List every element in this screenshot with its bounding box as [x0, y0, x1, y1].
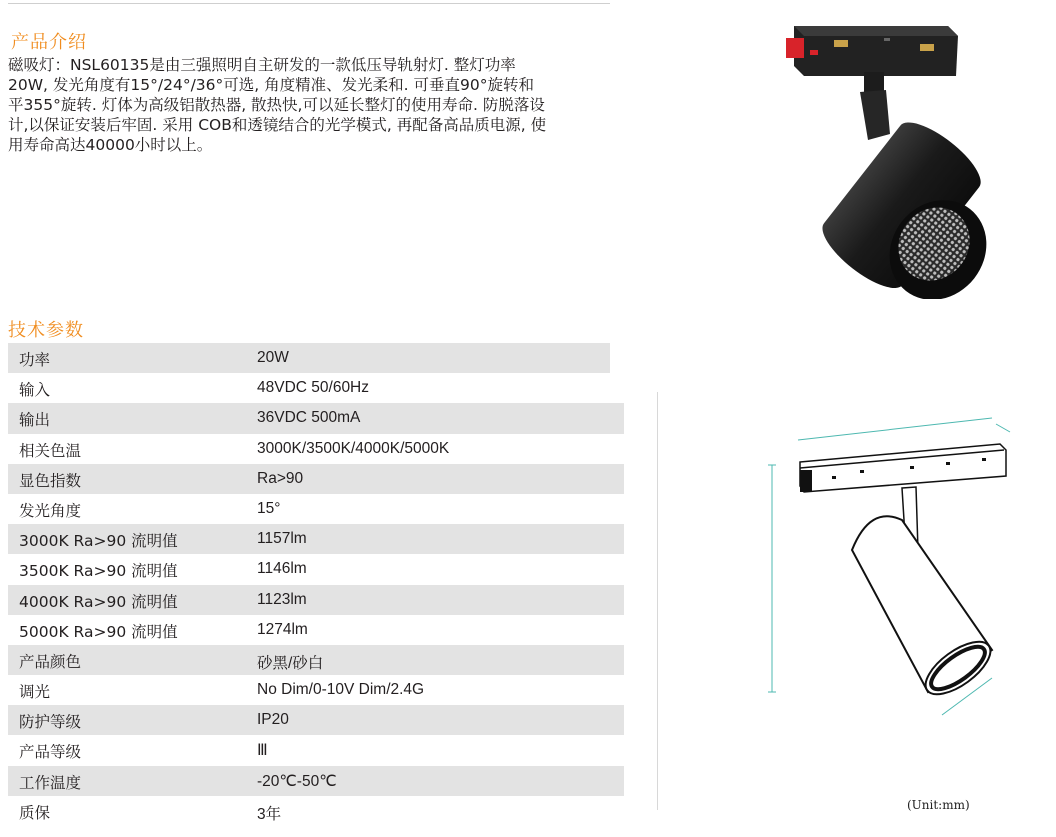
- spec-row: [8, 766, 624, 796]
- spec-value: 1157lm: [257, 530, 307, 548]
- spec-value: 36VDC 500mA: [257, 409, 361, 427]
- spec-row: [8, 403, 624, 433]
- intro-line: 用寿命高达40000小时以上。: [8, 136, 213, 154]
- intro-paragraph: [8, 55, 610, 155]
- spec-value: 1123lm: [257, 590, 307, 608]
- spec-row: [8, 494, 624, 524]
- spec-heading: 技术参数: [8, 320, 84, 341]
- dimension-drawing: [760, 410, 1030, 740]
- spec-row: [8, 615, 624, 645]
- spec-value: 48VDC 50/60Hz: [257, 379, 370, 397]
- spec-row: [8, 434, 624, 464]
- red-connector: [786, 38, 804, 58]
- spec-table: [8, 343, 624, 826]
- spec-row: [8, 645, 624, 675]
- spec-value: No Dim/0-10V Dim/2.4G: [257, 681, 425, 699]
- unit-label: (Unit:mm): [907, 798, 970, 812]
- intro-line: 20W, 发光角度有15°/24°/36°可选, 角度精准、发光柔和. 可垂直90°旋转和: [8, 76, 534, 94]
- spec-row: [8, 705, 624, 735]
- spec-key: 相关色温: [19, 441, 82, 460]
- spec-value: 3000K/3500K/4000K/5000K: [257, 439, 450, 457]
- spec-value: 3年: [257, 805, 282, 823]
- spec-value: 20W: [257, 349, 289, 366]
- spec-value: 1146lm: [257, 560, 307, 578]
- spec-key: 5000K Ra>90 流明值: [19, 622, 178, 641]
- spec-row: [8, 796, 624, 826]
- spec-key: 调光: [19, 683, 51, 702]
- spec-value: 1274lm: [257, 620, 308, 638]
- column-divider: [657, 392, 658, 810]
- spec-key: 工作温度: [19, 773, 82, 792]
- spec-row: [8, 524, 624, 554]
- spec-key: 功率: [19, 351, 51, 369]
- spec-value: 15°: [257, 499, 281, 517]
- spec-key: 质保: [19, 803, 51, 822]
- spec-value: Ⅲ: [257, 742, 268, 760]
- spec-key: 3500K Ra>90 流明值: [19, 562, 178, 581]
- intro-line: 计,以保证安装后牢固. 采用 COB和透镜结合的光学模式, 再配备高品质电源, 使: [8, 116, 547, 134]
- top-rule: [8, 0, 610, 4]
- spec-value: IP20: [257, 711, 289, 729]
- spec-value: 砂黑/砂白: [257, 654, 324, 672]
- spec-key: 产品等级: [19, 743, 82, 762]
- spec-value: -20℃-50℃: [257, 772, 337, 790]
- spec-key: 显色指数: [19, 471, 82, 490]
- spec-row: [8, 373, 624, 403]
- spec-key: 输出: [19, 411, 51, 430]
- spec-row: [8, 464, 624, 494]
- spec-key: 4000K Ra>90 流明值: [19, 592, 178, 611]
- spec-key: 3000K Ra>90 流明值: [19, 532, 178, 551]
- spec-key: 产品颜色: [19, 652, 82, 671]
- intro-heading: 产品介绍: [11, 32, 87, 53]
- spec-key: 发光角度: [19, 501, 82, 520]
- spec-row: [8, 343, 610, 373]
- spec-key: 防护等级: [19, 713, 82, 732]
- spec-row: [8, 675, 624, 705]
- spec-key: 输入: [19, 381, 51, 400]
- spec-row: [8, 735, 624, 765]
- spec-row: [8, 554, 624, 584]
- spec-value: Ra>90: [257, 469, 304, 487]
- intro-line: 平355°旋转. 灯体为高级铝散热器, 散热快,可以延长整灯的使用寿命. 防脱落设: [8, 96, 545, 114]
- product-photo: [780, 14, 1000, 299]
- spec-row: [8, 585, 624, 615]
- intro-line: 磁吸灯：NSL60135是由三强照明自主研发的一款低压导轨射灯. 整灯功率: [8, 56, 516, 74]
